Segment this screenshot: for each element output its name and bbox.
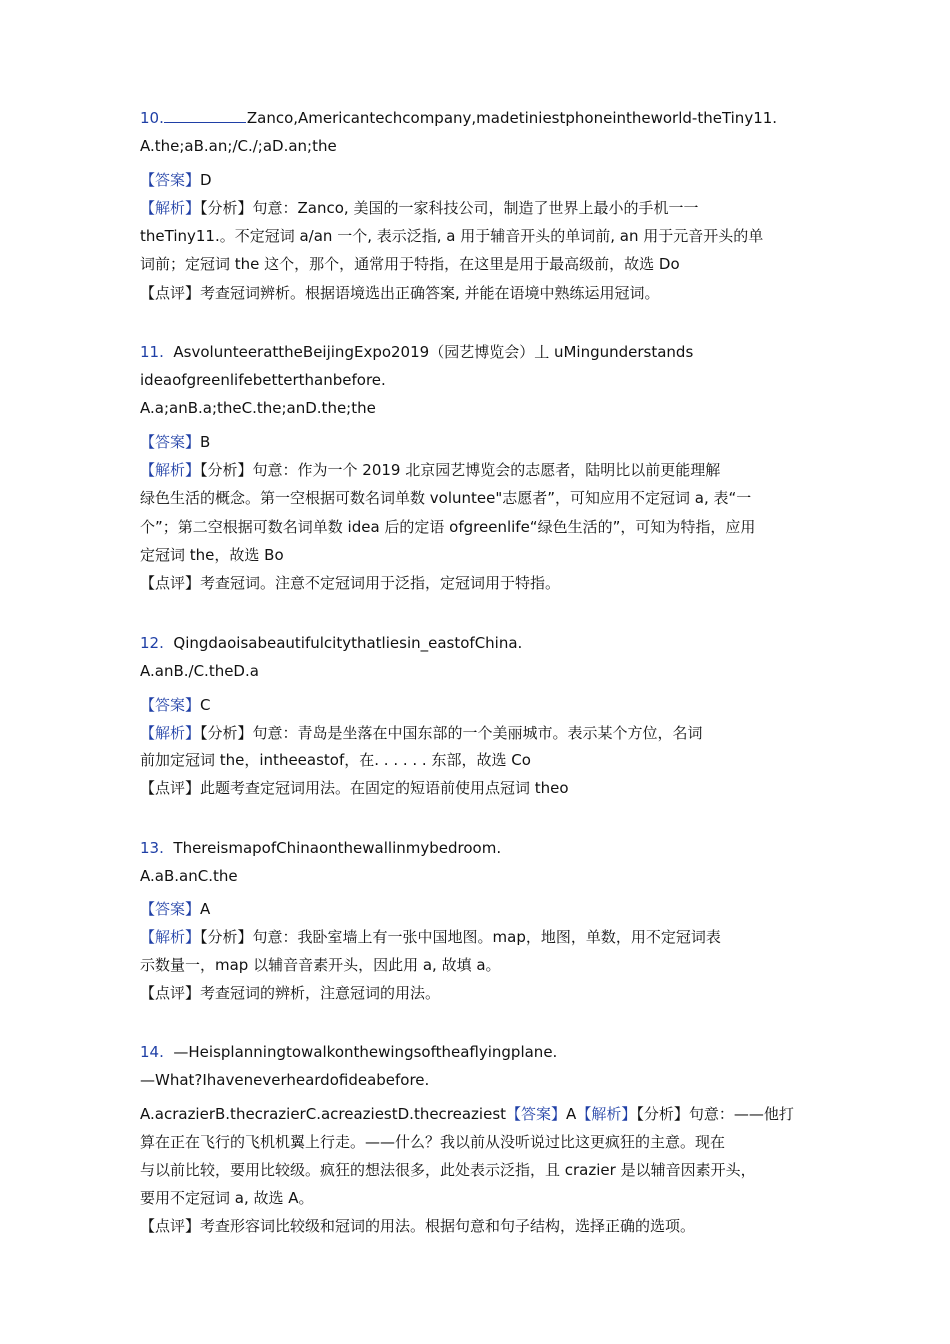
q14-analysis-tag: 【解析】 xyxy=(576,1105,637,1123)
q13-options: A.aB.anC.the xyxy=(140,867,238,885)
q11-analysis-line-1 xyxy=(140,460,720,480)
q14-options: A.acrazierB.thecrazierC.acreaziestD.thecreaziest xyxy=(140,1105,507,1123)
q12-answer-value: C xyxy=(200,696,211,714)
q13-analysis-tag: 【解析】 xyxy=(140,928,201,946)
q10-comment: 【点评】考查冠词辨析。根据语境选出正确答案, 并能在语境中熟练运用冠词。 xyxy=(140,284,660,302)
q14-answer-value: A xyxy=(566,1105,577,1123)
q13-analysis-line-2: 示数量一，map 以辅音音素开头，因此用 a, 故填 a。 xyxy=(140,956,501,974)
q10-stem xyxy=(140,108,777,128)
q12-analysis-text-1: 【分析】句意：青岛是坐落在中国东部的一个美丽城市。表示某个方位，名词 xyxy=(200,724,703,742)
q11-answer-tag: 【答案】 xyxy=(140,433,201,451)
q13-analysis-text-1: 【分析】句意：我卧室墙上有一张中国地图。map，地图，单数，用不定冠词表 xyxy=(200,928,721,946)
q10-analysis-line-2: theTiny11.。不定冠词 a/an 一个, 表示泛指, a 用于辅音开头的单词前, an 用于元音开头的单 xyxy=(140,227,764,245)
q12-options: A.anB./C.theD.a xyxy=(140,662,259,680)
q11-answer xyxy=(140,432,210,452)
q14-options-answer-line xyxy=(140,1104,794,1124)
q10-number: 10. xyxy=(140,109,164,127)
q10-answer-tag: 【答案】 xyxy=(140,171,201,189)
q10-analysis-line-3: 词前；定冠词 the 这个，那个，通常用于特指，在这里是用于最高级前，故选 Do xyxy=(140,255,680,273)
q10-stem-text: Zanco,Americantechcompany,madetiniestphoneintheworld-theTiny11. xyxy=(246,109,778,127)
q11-analysis-text-1: 【分析】句意：作为一个 2019 北京园艺博览会的志愿者，陆明比以前更能理解 xyxy=(200,461,721,479)
q12-analysis-line-1 xyxy=(140,723,703,743)
q14-comment: 【点评】考查形容词比较级和冠词的用法。根据句意和句子结构，选择正确的选项。 xyxy=(140,1217,696,1235)
q13-answer-value: A xyxy=(200,900,211,918)
q10-options: A.the;aB.an;/C./;aD.an;the xyxy=(140,137,337,155)
q10-answer-value: D xyxy=(200,171,212,189)
q14-analysis-line-2: 算在正在飞行的飞机机翼上行走。——什么？我以前从没听说过比这更疯狂的主意。现在 xyxy=(140,1133,726,1151)
q14-analysis-line-4: 要用不定冠词 a, 故选 A。 xyxy=(140,1189,314,1207)
q14-analysis-first: 【分析】句意：——他打 xyxy=(636,1105,794,1123)
q11-options: A.a;anB.a;theC.the;anD.the;the xyxy=(140,399,376,417)
q12-answer-tag: 【答案】 xyxy=(140,696,201,714)
q12-stem-text: Qingdaoisabeautifulcitythatliesin_eastofChina. xyxy=(173,634,523,652)
q11-comment: 【点评】考查冠词。注意不定冠词用于泛指，定冠词用于特指。 xyxy=(140,574,561,592)
q13-stem xyxy=(140,838,501,858)
q14-answer-tag: 【答案】 xyxy=(506,1105,567,1123)
q12-number: 12. xyxy=(140,634,164,652)
q12-comment: 【点评】此题考查定冠词用法。在固定的短语前使用点冠词 theo xyxy=(140,779,569,797)
q11-stem-line-1 xyxy=(140,342,693,362)
q11-analysis-line-4: 定冠词 the，故选 Bo xyxy=(140,546,284,564)
q10-analysis-tag: 【解析】 xyxy=(140,199,201,217)
q11-number: 11. xyxy=(140,343,164,361)
q10-answer xyxy=(140,170,212,190)
q11-analysis-line-2: 绿色生活的概念。第一空根据可数名词单数 voluntee"志愿者”，可知应用不定冠词 a, 表“一 xyxy=(140,489,752,507)
q13-stem-text: ThereismapofChinaonthewallinmybedroom. xyxy=(173,839,502,857)
q12-answer xyxy=(140,695,211,715)
q13-analysis-line-1 xyxy=(140,927,721,947)
q13-number: 13. xyxy=(140,839,164,857)
q11-stem-line-2: ideaofgreenlifebetterthanbefore. xyxy=(140,371,386,389)
q10-blank xyxy=(164,108,246,123)
q12-analysis-tag: 【解析】 xyxy=(140,724,201,742)
q14-analysis-line-3: 与以前比较，要用比较级。疯狂的想法很多，此处表示泛指，且 crazier 是以辅音因素开头， xyxy=(140,1161,756,1179)
q13-answer-tag: 【答案】 xyxy=(140,900,201,918)
q11-analysis-line-3: 个”；第二空根据可数名词单数 idea 后的定语 ofgreenlife“绿色生活的”，可知为特指，应用 xyxy=(140,518,756,536)
q10-analysis-line-1 xyxy=(140,198,698,218)
q14-stem-line-1 xyxy=(140,1042,557,1062)
q13-answer xyxy=(140,899,210,919)
q13-comment: 【点评】考查冠词的辨析，注意冠词的用法。 xyxy=(140,984,441,1002)
q10-analysis-text-1: 【分析】句意：Zanco, 美国的一家科技公司，制造了世界上最小的手机一一 xyxy=(200,199,699,217)
q12-analysis-line-2: 前加定冠词 the，intheeastof，在. . . . . . 东部，故选 Co xyxy=(140,751,531,769)
q14-stem-line-2: —What?Ihaveneverheardofideabefore. xyxy=(140,1071,430,1089)
q11-stem-text: AsvolunteerattheBeijingExpo2019（园艺博览会）丄 uMingunderstands xyxy=(173,343,694,361)
q11-analysis-tag: 【解析】 xyxy=(140,461,201,479)
q14-stem-text: —Heisplanningtowalkonthewingsoftheaflyingplane. xyxy=(173,1043,558,1061)
q12-stem xyxy=(140,633,522,653)
q14-number: 14. xyxy=(140,1043,164,1061)
q11-answer-value: B xyxy=(200,433,211,451)
